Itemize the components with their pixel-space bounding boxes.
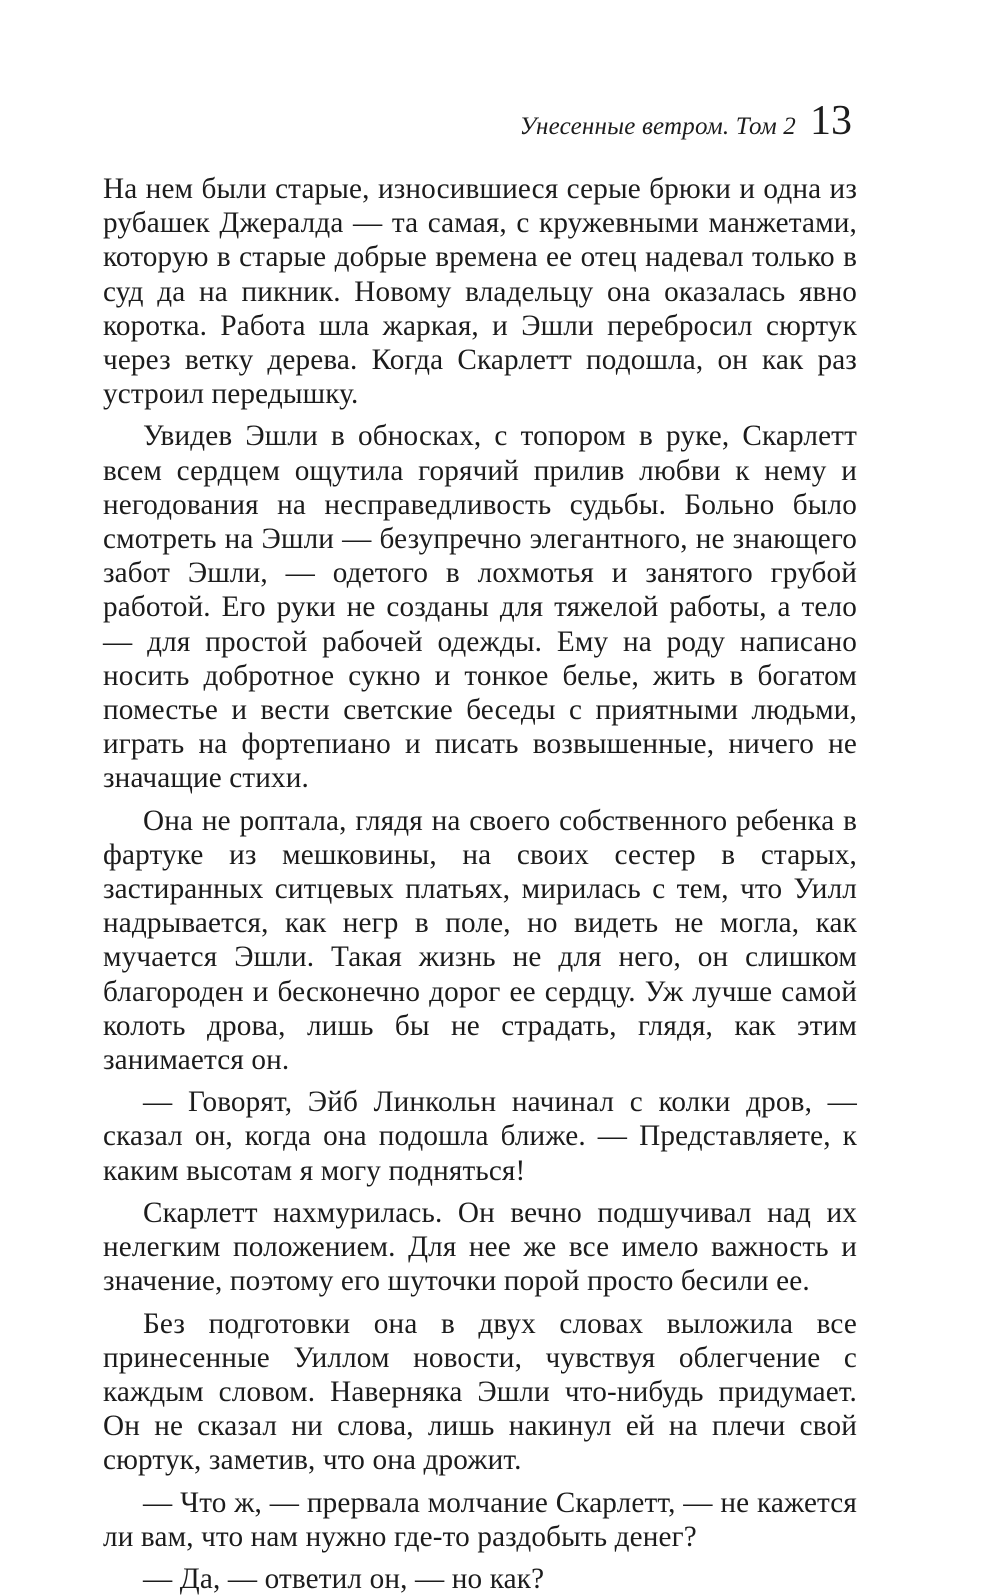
body-text xyxy=(103,172,857,1596)
paragraph-8: — Да, — ответил он, — но как? xyxy=(143,1562,545,1595)
paragraph-3: Она не роптала, глядя на своего собственного ребенка в фартуке из мешковины, на своих сестер в старых, застиранных ситцевых платьях, мирилась с тем, что Уилл надрывается, как негр в поле, но видеть не могла, как мучается Эшли. Такая жизнь не для него, он слишком благороден и бесконечно дорог ее сердцу. Уж лучше самой колоть дрова, лишь бы не страдать, глядя, как этим занимается он. xyxy=(103,804,857,1077)
running-title: Унесенные ветром. Том 2 xyxy=(519,113,796,140)
paragraph-6: Без подготовки она в двух словах выложила все принесенные Уиллом новости, чувствуя облегчение с каждым словом. Наверняка Эшли что-нибудь придумает. Он не сказал ни слова, лишь накинул ей на плечи свой сюртук, заметив, что она дрожит. xyxy=(103,1307,857,1477)
page-number: 13 xyxy=(810,98,852,144)
paragraph-1: На нем были старые, износившиеся серые брюки и одна из рубашек Джералда — та самая, с кружевными манжетами, которую в старые добрые времена ее отец надевал только в суд да на пикник. Новому владельцу она оказалась явно коротка. Работа шла жаркая, и Эшли перебросил сюртук через ветку дерева. Когда Скарлетт подошла, он как раз устроил передышку. xyxy=(103,173,857,411)
paragraph-4: — Говорят, Эйб Линкольн начинал с колки дров, — сказал он, когда она подошла ближе. — Представляете, к каким высотам я могу подняться! xyxy=(103,1086,857,1187)
paragraph-5: Скарлетт нахмурилась. Он вечно подшучивал над их нелегким положением. Для нее же все имело важность и значение, поэтому его шуточки порой просто бесили ее. xyxy=(103,1196,857,1298)
paragraph-2: Увидев Эшли в обносках, с топором в руке, Скарлетт всем сердцем ощутила горячий прилив любви к нему и негодования на несправедливость судьбы. Больно было смотреть на Эшли — безупречно элегантного, не знающего забот Эшли, — одетого в лохмотья и занятого грубой работой. Его руки не созданы для тяжелой работы, а тело — для простой рабочей одежды. Ему на роду написано носить добротное сукно и тонкое белье, жить в богатом поместье и вести светские беседы с приятными людьми, играть на фортепиано и писать возвышенные, ничего не значащие стихи. xyxy=(103,420,857,795)
paragraph-7: — Что ж, — прервала молчание Скарлетт, — не кажется ли вам, что нам нужно где-то раздобыть денег? xyxy=(103,1486,857,1553)
running-head xyxy=(520,100,852,142)
